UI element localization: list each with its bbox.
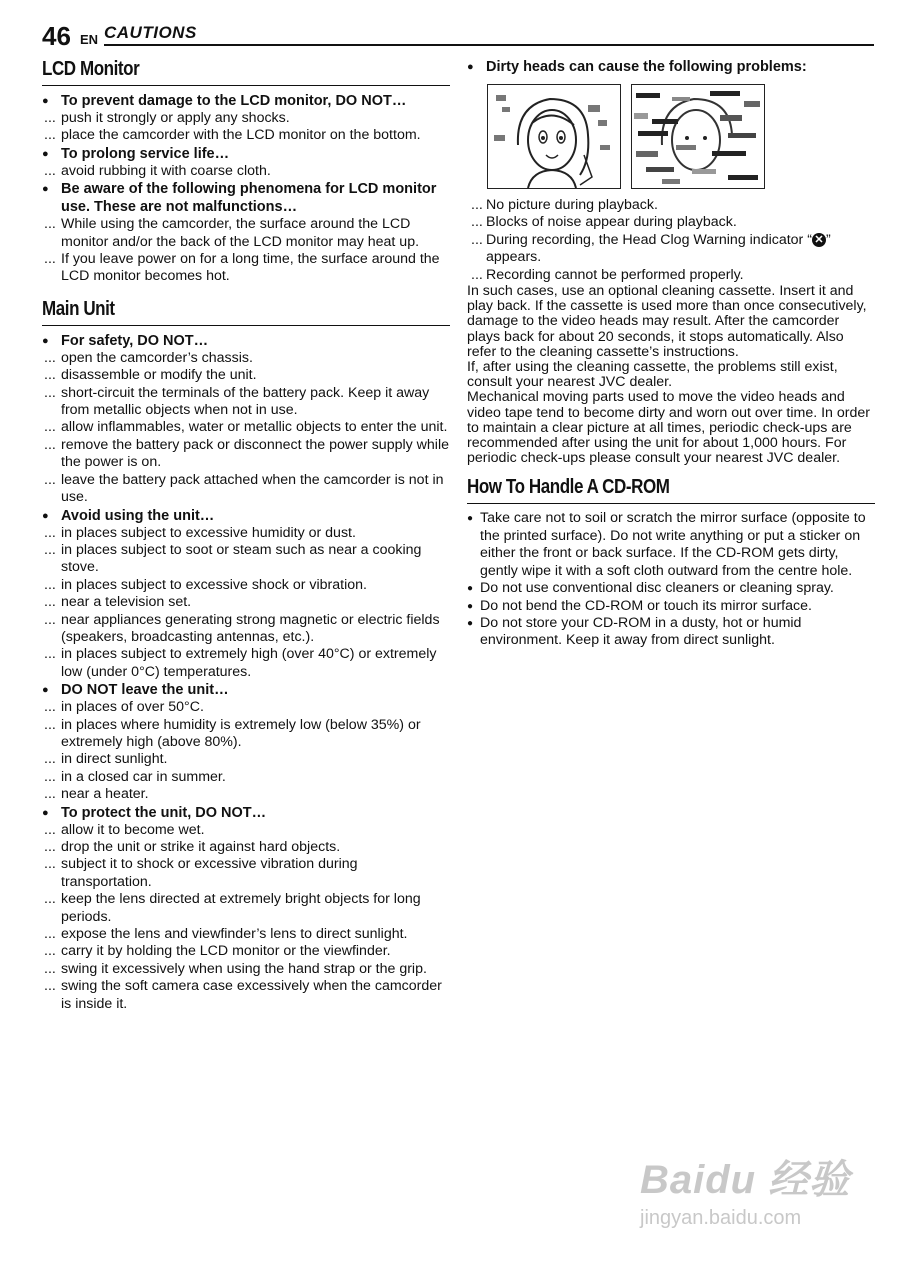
- list-item: ... remove the battery pack or disconnect the power supply while the power is on.: [42, 437, 450, 472]
- list-item: ... keep the lens directed at extremely bright objects for long periods.: [42, 891, 450, 926]
- list-item: ... carry it by holding the LCD monitor or the viewfinder.: [42, 943, 450, 960]
- list-item: ... push it strongly or apply any shocks.: [42, 110, 450, 127]
- head-clog-warning-icon: ✕: [812, 233, 826, 247]
- page-number: 46: [42, 21, 71, 51]
- clog-text-pre: During recording, the Head Clog Warning indicator “: [486, 231, 812, 248]
- list-item: ... drop the unit or strike it against hard objects.: [42, 839, 450, 856]
- section-lcd-monitor: [42, 58, 450, 286]
- list-item: ... in a closed car in summer.: [42, 769, 450, 786]
- problem-item-clog: [467, 232, 875, 267]
- list-item: ... If you leave power on for a long time, the surface around the LCD monitor becomes hot.: [42, 251, 450, 286]
- section-rule: [42, 325, 450, 326]
- problem-item: ... No picture during playback.: [467, 197, 875, 214]
- clean-playback-illustration: [487, 84, 621, 189]
- bullet-item: ● Do not use conventional disc cleaners or cleaning spray.: [467, 580, 875, 597]
- section-title: LCD Monitor: [42, 58, 140, 80]
- section-title: Main Unit: [42, 297, 115, 320]
- list-item: ... While using the camcorder, the surface around the LCD monitor and/or the back of the LCD monitor may heat up.: [42, 216, 450, 251]
- group-heading: ● To prolong service life…: [42, 145, 450, 163]
- list-item: ... in places of over 50°C.: [42, 699, 450, 716]
- paragraph: In such cases, use an optional cleaning cassette. Insert it and play back. If the cassette is used more than once consecutively, damage to the video heads may result. After the camcorder plays back for about 20 seconds, it stops automatically. Also refer to the cleaning cassette’s instructions.: [467, 283, 867, 360]
- bullet-item: ● Do not bend the CD-ROM or touch its mirror surface.: [467, 598, 875, 615]
- group-heading: ● DO NOT leave the unit…: [42, 681, 450, 699]
- list-item: ... leave the battery pack attached when the camcorder is not in use.: [42, 472, 450, 507]
- group-heading: ● To protect the unit, DO NOT…: [42, 804, 450, 822]
- clog-text-post: ” appears.: [486, 231, 831, 266]
- list-item: ... in places subject to excessive shock or vibration.: [42, 577, 450, 594]
- watermark-logo: Baidu 经验: [640, 1158, 851, 1202]
- list-item: ... short-circuit the terminals of the battery pack. Keep it away from metallic objects when not in use.: [42, 385, 450, 420]
- header-rule: [104, 44, 874, 46]
- paragraph: If, after using the cleaning cassette, the problems still exist, consult your nearest JVC dealer.: [467, 359, 838, 391]
- noisy-playback-illustration: [631, 84, 765, 189]
- page-header: [42, 21, 874, 51]
- group-heading: ● Avoid using the unit…: [42, 507, 450, 525]
- list-item: ... in places subject to soot or steam such as near a cooking stove.: [42, 542, 450, 577]
- list-item: ... subject it to shock or excessive vibration during transportation.: [42, 856, 450, 891]
- problem-item: ... Recording cannot be performed properly.: [467, 267, 875, 284]
- paragraph: Mechanical moving parts used to move the video heads and video tape tend to become dirty and worn out over time. In order to maintain a clear picture at all times, periodic check-ups are recommended after using the unit for about 1,000 hours. For periodic check-ups please consult your nearest JVC dealer.: [467, 389, 870, 467]
- group-heading: ● For safety, DO NOT…: [42, 332, 450, 350]
- list-item: ... allow it to become wet.: [42, 822, 450, 839]
- list-item: ... allow inflammables, water or metallic objects to enter the unit.: [42, 419, 450, 436]
- group-heading: ● Dirty heads can cause the following problems:: [467, 58, 875, 76]
- list-item: ... near appliances generating strong magnetic or electric fields (speakers, broadcasting antennas, etc.).: [42, 612, 450, 647]
- problem-item: ... Blocks of noise appear during playback.: [467, 214, 875, 231]
- list-item: ... avoid rubbing it with coarse cloth.: [42, 163, 450, 180]
- bullet-item: ● Do not store your CD-ROM in a dusty, hot or humid environment. Keep it away from direct sunlight.: [467, 615, 875, 650]
- list-item: ... in places subject to extremely high (over 40°C) or extremely low (under 0°C) temperatures.: [42, 646, 450, 681]
- illustrations: [487, 84, 875, 189]
- list-item: ... near a television set.: [42, 594, 450, 611]
- section-main-unit: [42, 298, 450, 1013]
- group-heading: ● To prevent damage to the LCD monitor, DO NOT…: [42, 92, 450, 110]
- list-item: ... in direct sunlight.: [42, 751, 450, 768]
- list-item: ... swing the soft camera case excessively when the camcorder is inside it.: [42, 978, 450, 1013]
- list-item: ... disassemble or modify the unit.: [42, 367, 450, 384]
- list-item: ... near a heater.: [42, 786, 450, 803]
- right-column: [467, 58, 875, 662]
- watermark: [640, 1148, 870, 1248]
- chapter-title: CAUTIONS: [104, 23, 197, 42]
- list-item: ... place the camcorder with the LCD monitor on the bottom.: [42, 127, 450, 144]
- section-title: How To Handle A CD-ROM: [467, 476, 670, 499]
- bullet-item: ● Take care not to soil or scratch the mirror surface (opposite to the printed surface). Do not write anything or put a sticker on either the front or back surface. If the CD-ROM gets dirty, gently wipe it with a soft cloth outward from the centre hole.: [467, 510, 875, 580]
- language-tag: EN: [80, 32, 99, 47]
- left-column: [42, 58, 450, 1025]
- list-item: ... open the camcorder’s chassis.: [42, 350, 450, 367]
- section-rule: [42, 85, 450, 86]
- list-item: ... swing it excessively when using the hand strap or the grip.: [42, 961, 450, 978]
- section-rule: [467, 503, 875, 504]
- watermark-url: jingyan.baidu.com: [640, 1207, 802, 1229]
- section-cd-rom: [467, 476, 875, 649]
- group-heading: ● Be aware of the following phenomena for LCD monitor use. These are not malfunctions…: [42, 180, 450, 216]
- list-item: ... in places where humidity is extremely low (below 35%) or extremely high (above 80%).: [42, 717, 450, 752]
- list-item: ... in places subject to excessive humidity or dust.: [42, 525, 450, 542]
- list-item: ... expose the lens and viewfinder’s lens to direct sunlight.: [42, 926, 450, 943]
